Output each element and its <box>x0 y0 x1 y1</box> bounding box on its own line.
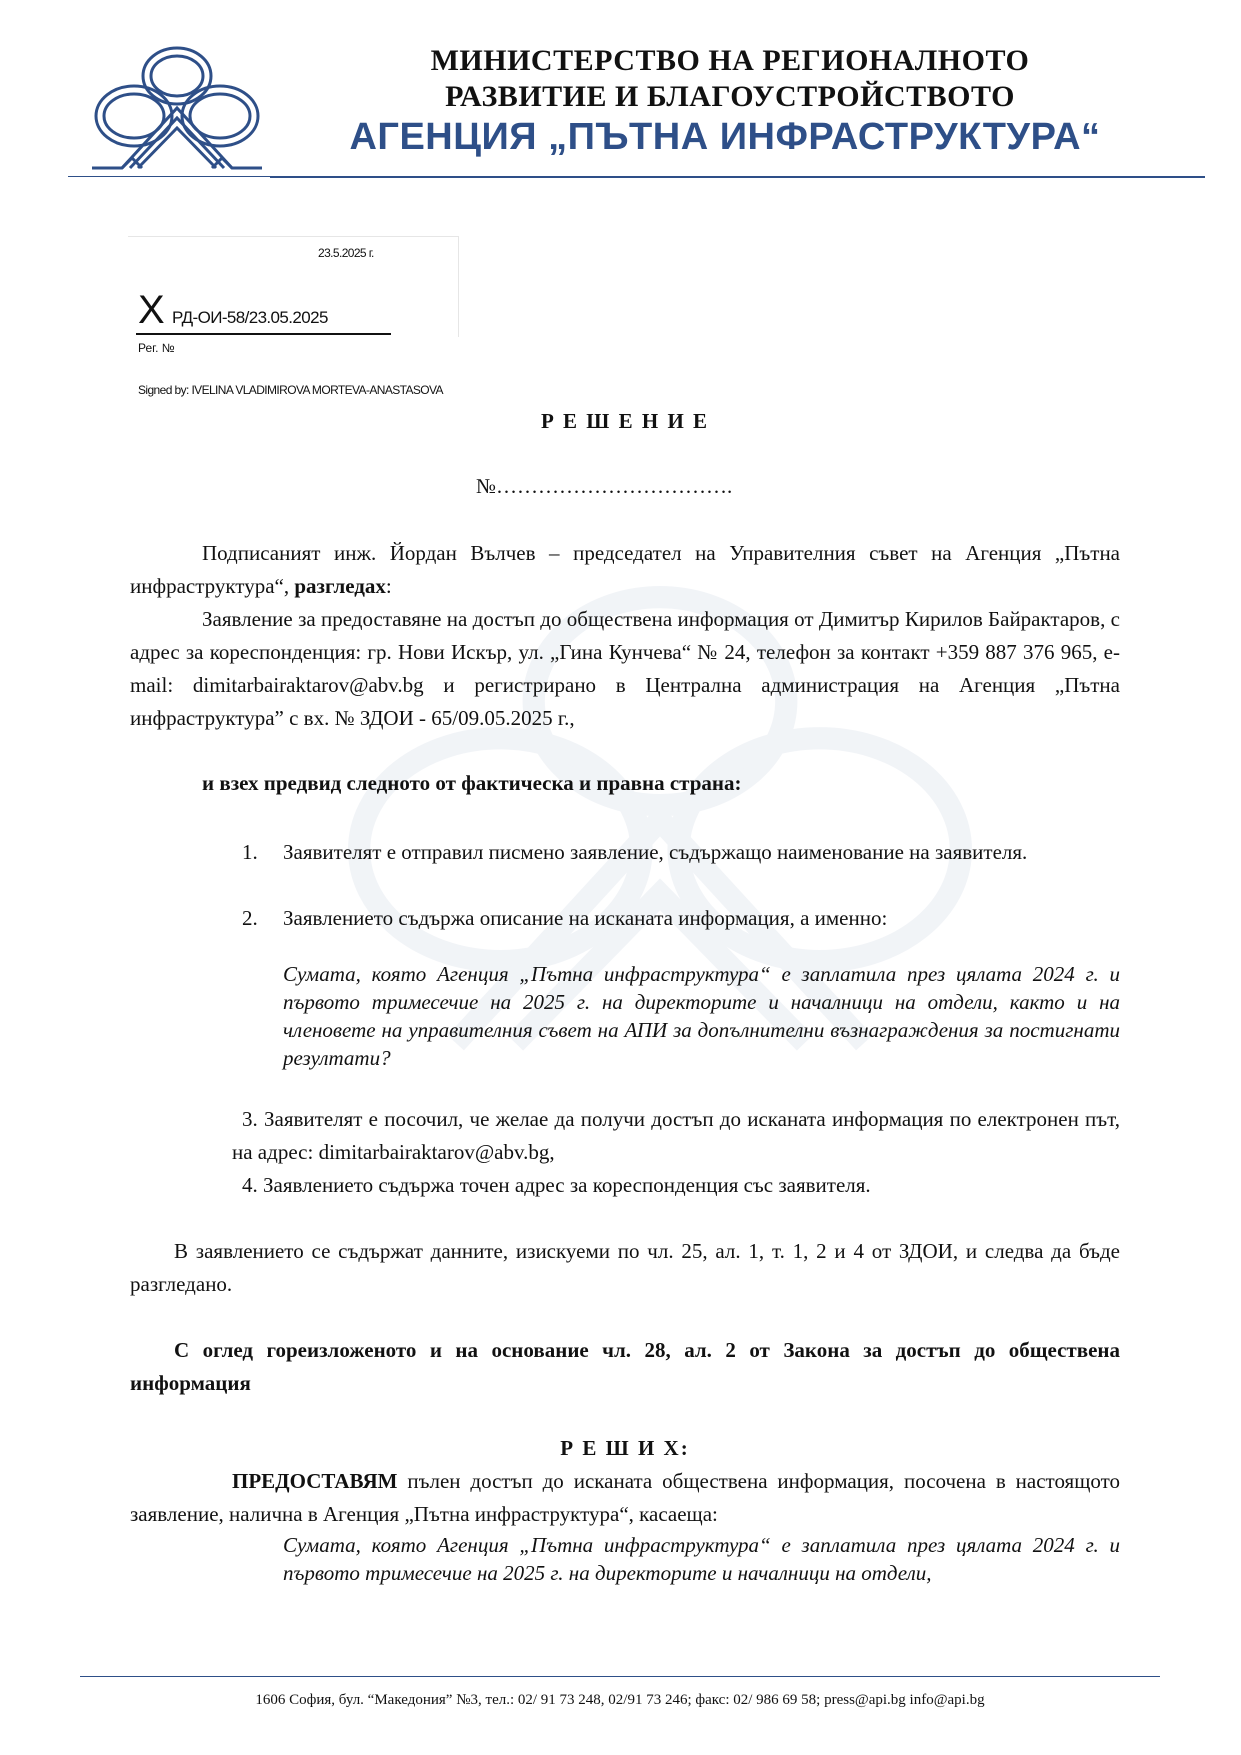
list-item: Заявлението съдържа описание на исканата информация, а именно: <box>283 906 888 930</box>
intro-colon: : <box>385 574 392 598</box>
footer-divider <box>80 1676 1160 1677</box>
intro-reviewed: разгледах <box>294 574 386 598</box>
registration-number: РД-ОИ-58/23.05.2025 <box>172 308 328 327</box>
legal-basis-paragraph: С оглед гореизложеното и на основание чл. 28, ал. 2 от Закона за достъп до обществена информация <box>130 1338 1120 1395</box>
footer-contacts: 1606 София, бул. “Македония” №3, тел.: 02/ 91 73 248, 02/91 73 246; факс: 02/ 986 69 58; press@api.bg info@api.bg <box>255 1692 985 1708</box>
agency-logo <box>82 38 272 178</box>
considering-heading: и взех предвид следното от фактическа и правна страна: <box>202 771 742 795</box>
signature-line <box>136 333 391 335</box>
ministry-name-line2: РАЗВИТИЕ И БЛАГОУСТРОЙСТВОТО <box>445 80 1015 113</box>
list-number: 3. <box>242 1107 258 1131</box>
decided-heading: Р Е Ш И Х: <box>560 1436 690 1460</box>
list-item-text: Заявителят е посочил, че желае да получи достъп до исканата информация по електронен път, на адрес: dimitarbairaktarov@abv.bg, <box>232 1107 1120 1164</box>
intro-text: Подписаният инж. Йордан Вълчев – председател на Управителния съвет на Агенция „Пътна инфраструктура“, <box>130 541 1120 598</box>
grant-paragraph <box>130 1465 1120 1531</box>
granted-info-quote: Сумата, която Агенция „Пътна инфраструктура“ е заплатила през цялата 2024 г. и първото тримесечие на 2025 г. на директорите и началници на отдели, <box>283 1533 1120 1585</box>
signed-by-text: Signed by: IVELINA VLADIMIROVA MORTEVA-ANASTASOVA <box>138 383 443 397</box>
data-requirements-paragraph: В заявлението се съдържат данните, изискуеми по чл. 25, ал. 1, т. 1, 2 и 4 от ЗДОИ, и следва да бъде разгледано. <box>130 1239 1120 1296</box>
agency-name: АГЕНЦИЯ „ПЪТНА ИНФРАСТРУКТУРА“ <box>349 116 1101 158</box>
application-paragraph: Заявление за предоставяне на достъп до обществена информация от Димитър Кирилов Байрактаров, с адрес за кореспонденция: гр. Нови Искър, ул. „Гина Кунчева“ № 24, телефон за контакт +359 887 376 965, e-mail: dimitarbairaktarov@abv.bg и регистрирано в Централна администрация на Агенция „Пътна инфраструктура” с вх. № ЗДОИ - 65/09.05.2025 г., <box>130 607 1120 730</box>
requested-info-quote: Сумата, която Агенция „Пътна инфраструктура“ е заплатила през цялата 2024 г. и първото тримесечие на 2025 г. на директорите и началници на отдели, както и на членовете на управителния съвет на АПИ за допълнителни възнаграждения за постигнати резултати? <box>283 962 1120 1070</box>
signature-date: 23.5.2025 г. <box>318 246 374 260</box>
list-item <box>232 1103 1120 1169</box>
intro-paragraph <box>130 537 1120 603</box>
list-item: Заявителят е отправил писмено заявление, съдържащо наименование на заявителя. <box>283 840 1028 864</box>
list-number: 2. <box>242 906 258 930</box>
grant-text: пълен достъп до исканата обществена информация, посочена в настоящото заявление, налична в Агенция „Пътна инфраструктура“, касаеща: <box>130 1469 1120 1526</box>
list-number: 4. <box>242 1173 258 1197</box>
ministry-name-line1: МИНИСТЕРСТВО НА РЕГИОНАЛНОТО <box>430 44 1030 77</box>
list-number: 1. <box>242 840 258 864</box>
signature-mark: X <box>138 288 165 332</box>
list-item-text: Заявлението съдържа точен адрес за кореспонденция със заявителя. <box>263 1173 871 1197</box>
decision-number: №……………………………. <box>476 474 733 498</box>
list-item <box>242 1169 1120 1202</box>
grant-keyword: ПРЕДОСТАВЯМ <box>232 1469 398 1493</box>
document-title: Р Е Ш Е Н И Е <box>540 409 710 433</box>
header-divider <box>270 176 1205 178</box>
registration-label: Рег. № <box>138 341 175 355</box>
header-divider-left <box>68 176 274 177</box>
